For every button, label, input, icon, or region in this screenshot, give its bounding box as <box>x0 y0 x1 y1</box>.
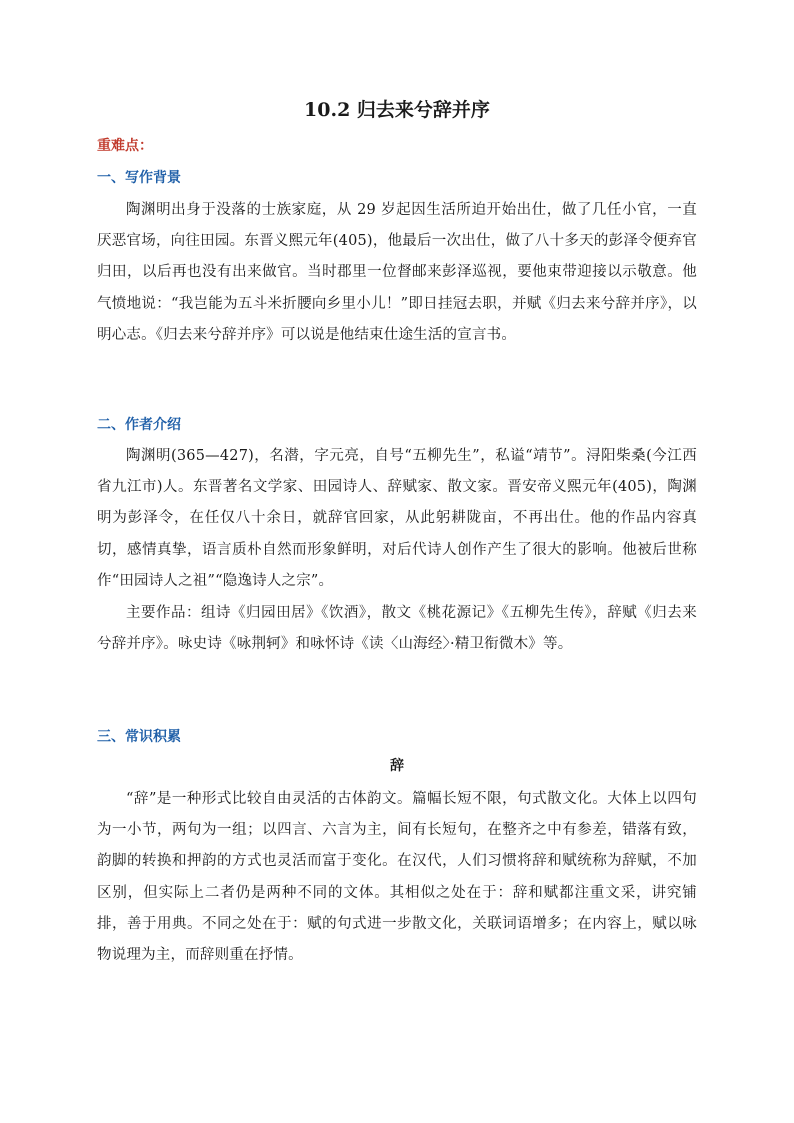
section-heading-background: 一、写作背景 <box>97 170 181 186</box>
section-heading-knowledge: 三、常识积累 <box>97 729 181 745</box>
author-paragraph: 陶渊明(365—427)，名潜，字元亮，自号“五柳先生”，私谥“靖节”。浔阳柴桑(今江西省九江市)人。东晋著名文学家、田园诗人、辞赋家、散文家。晋安帝义熙元年(405)，陶渊明为彭泽令，在任仅八十余日，就辞官回家，从此躬耕陇亩，不再出仕。他的作品内容真切，感情真挚，语言质朴自然而形象鲜明，对后代诗人创作产生了很大的影响。他被后世称作“田园诗人之祖”“隐逸诗人之宗”。 <box>97 448 697 589</box>
ci-paragraph: “辞”是一种形式比较自由灵活的古体韵文。篇幅长短不限，句式散文化。大体上以四句为一小节，两句为一组；以四言、六言为主，间有长短句，在整齐之中有参差，错落有致，韵脚的转换和押韵的方式也灵活而富于变化。在汉代，人们习惯将辞和赋统称为辞赋，不加区别，但实际上二者仍是两种不同的文体。其相似之处在于：辞和赋都注重文采，讲究铺排，善于用典。不同之处在于：赋的句式进一步散文化，关联词语增多；在内容上，赋以咏物说理为主，而辞则重在抒情。 <box>97 791 697 964</box>
works-paragraph: 主要作品：组诗《归园田居》《饮酒》，散文《桃花源记》《五柳先生传》，辞赋《归去来兮辞并序》。咏史诗《咏荆轲》和咏怀诗《读〈山海经〉·精卫衔微木》等。 <box>97 605 697 653</box>
section-heading-author: 二、作者介绍 <box>97 417 181 433</box>
ci-subheading: 辞 <box>390 758 404 774</box>
document-title: 10.2 归去来兮辞并序 <box>304 99 490 121</box>
key-points-label: 重难点： <box>97 138 153 154</box>
background-paragraph: 陶渊明出身于没落的士族家庭，从 29 岁起因生活所迫开始出仕，做了几任小官，一直厌恶官场，向往田园。东晋义熙元年(405)，他最后一次出仕，做了八十多天的彭泽令便弃官归田，以后再也没有出来做官。当时郡里一位督邮来彭泽巡视，要他束带迎接以示敬意。他气愤地说：“我岂能为五斗米折腰向乡里小儿！”即日挂冠去职，并赋《归去来兮辞并序》，以明心志。《归去来兮辞并序》可以说是他结束仕途生活的宣言书。 <box>97 202 697 343</box>
